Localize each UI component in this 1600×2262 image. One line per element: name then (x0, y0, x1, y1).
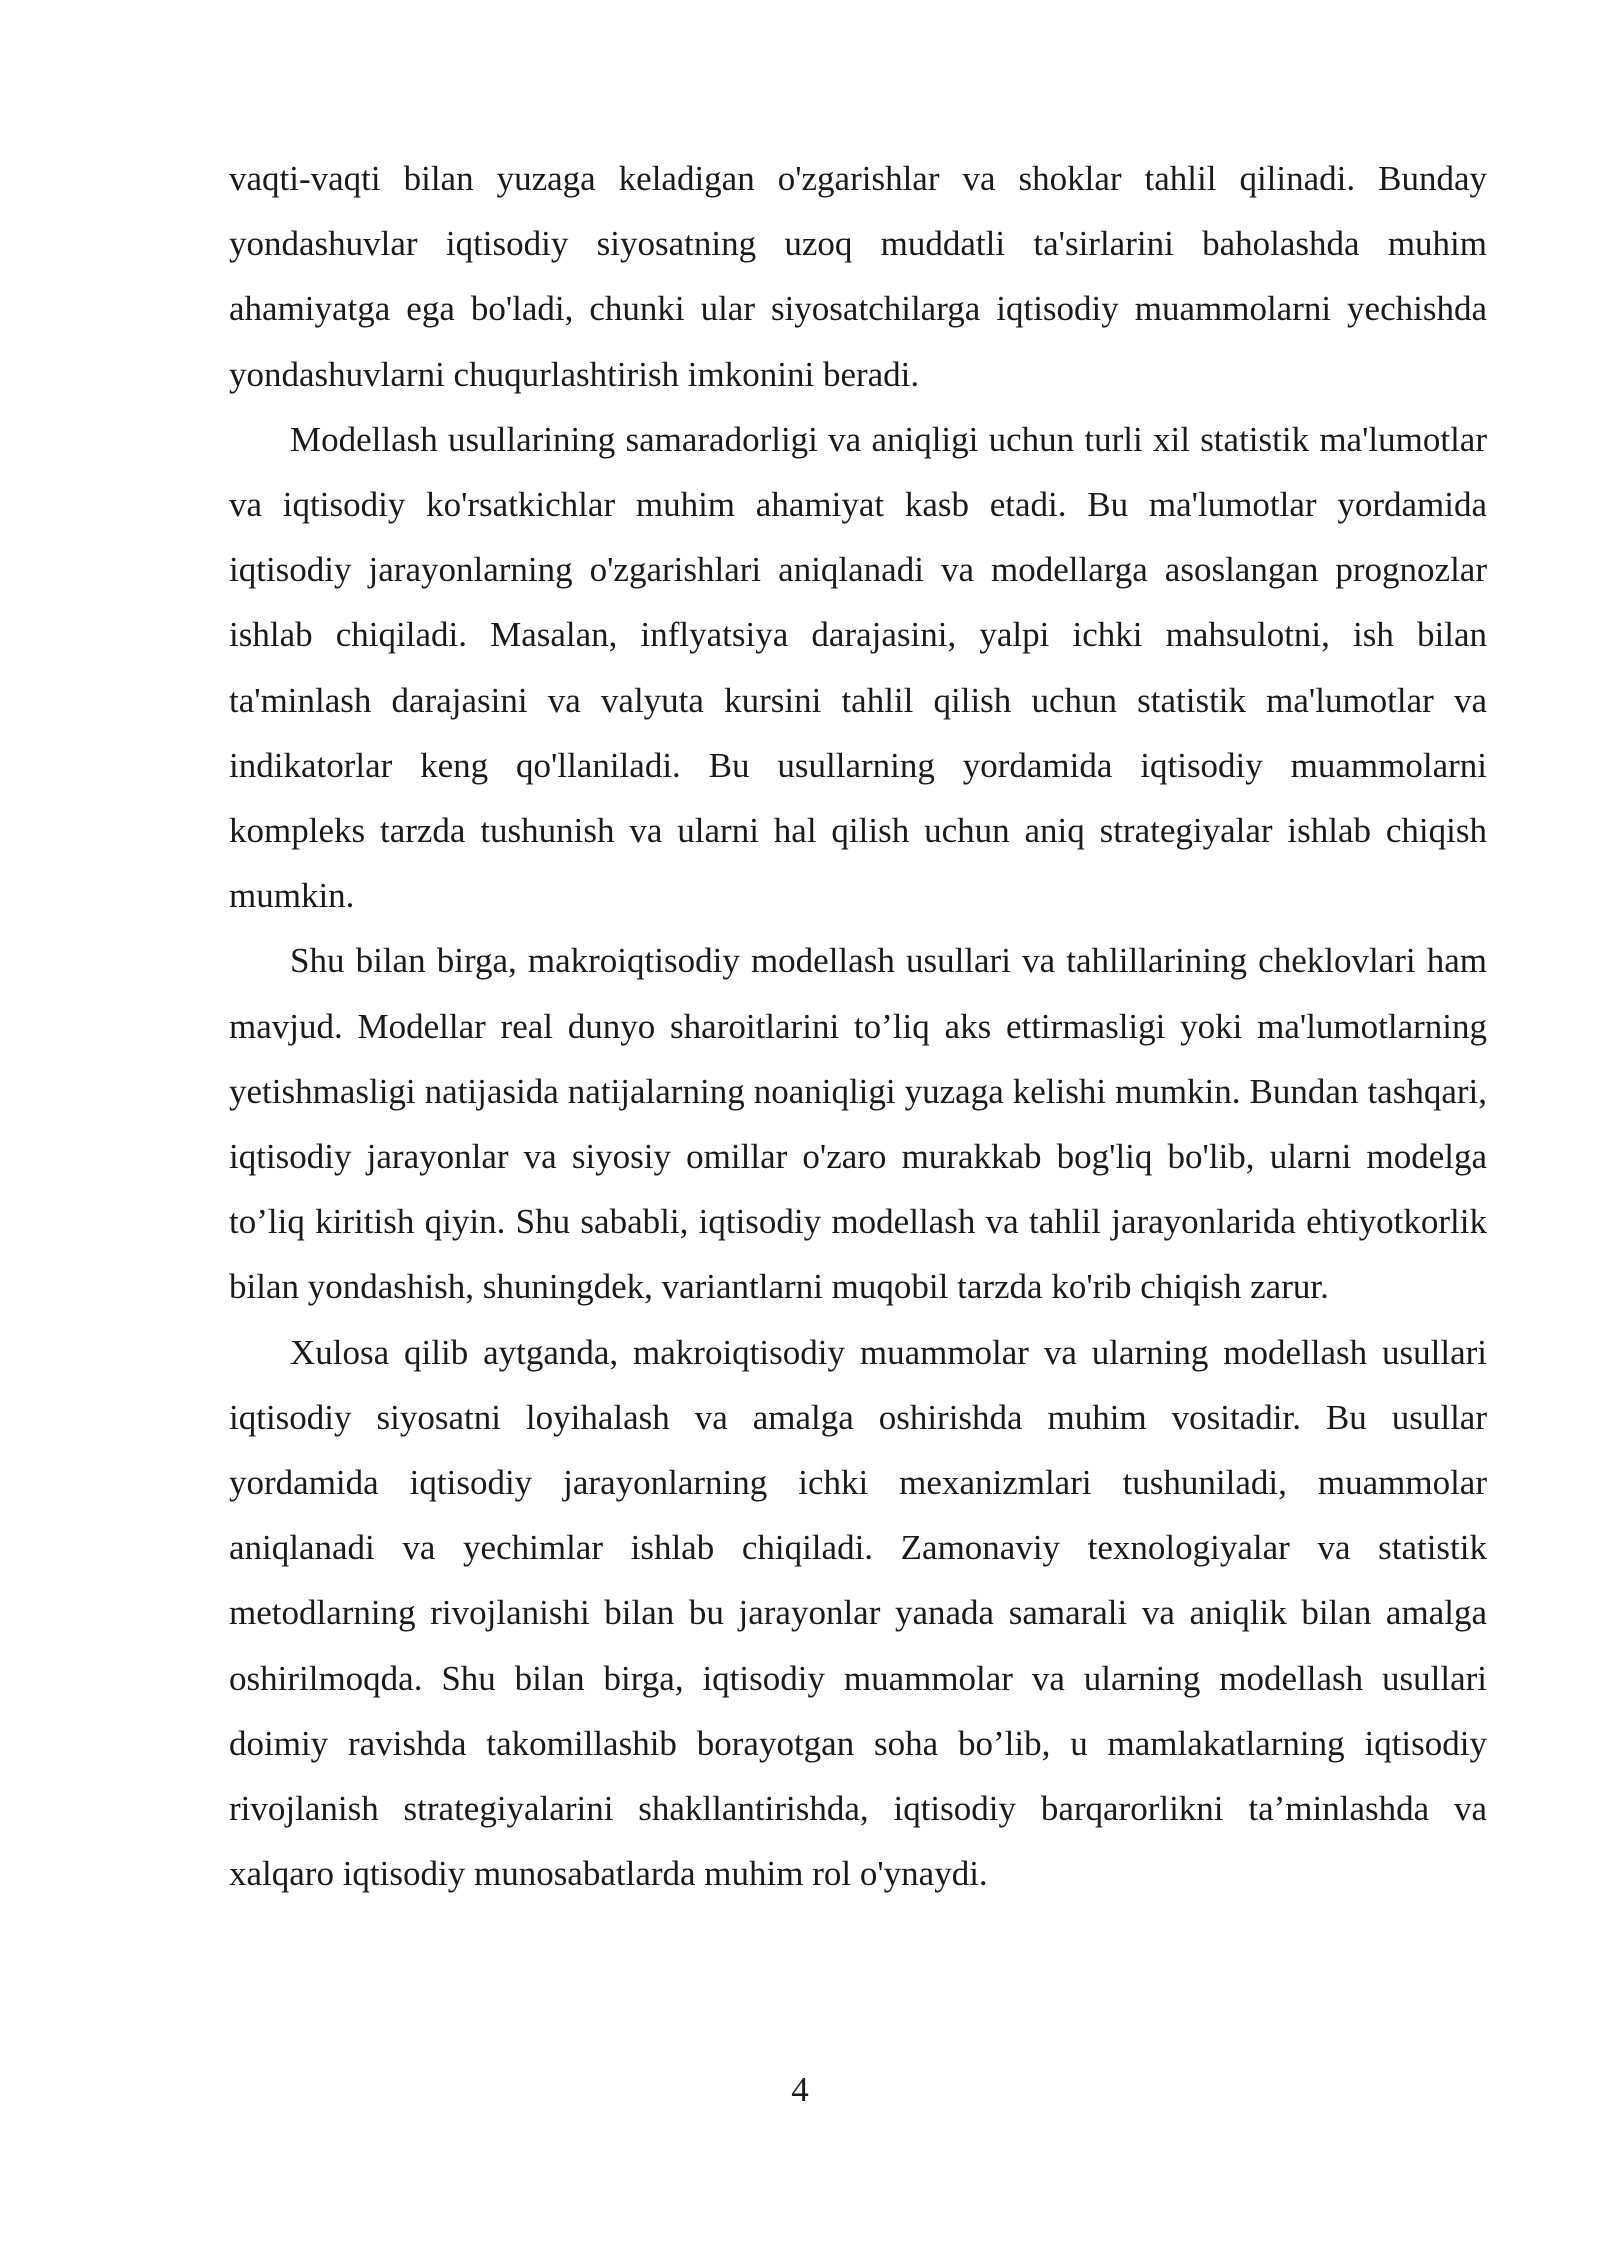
paragraph-conclusion: Xulosa qilib aytganda, makroiqtisodiy muammolar va ularning modellash usullari iqtisodiy siyosatni loyihalash va amalga oshirishda muhim vositadir. Bu usullar yordamida iqtisodiy jarayonlarning ichki mexanizmlari tushuniladi, muammolar aniqlanadi va yechimlar ishlab chiqiladi. Zamonaviy texnologiyalar va statistik metodlarning rivojlanishi bilan bu jarayonlar yanada samarali va aniqlik bilan amalga oshirilmoqda. Shu bilan birga, iqtisodiy muammolar va ularning modellash usullari doimiy ravishda takomillashib borayotgan soha bo’lib, u mamlakatlarning iqtisodiy rivojlanish strategiyalarini shakllantirishda, iqtisodiy barqarorlikni ta’minlashda va xalqaro iqtisodiy munosabatlarda muhim rol o'ynaydi. (229, 1332, 1487, 1894)
page-number: 4 (791, 2070, 809, 2109)
paragraph-limitations: Shu bilan birga, makroiqtisodiy modellash usullari va tahlillarining cheklovlari ham mavjud. Modellar real dunyo sharoitlarini to’liq aks ettirmasligi yoki ma'lumotlarning yetishmasligi natijasida natijalarning noaniqligi yuzaga kelishi mumkin. Bundan tashqari, iqtisodiy jarayonlar va siyosiy omillar o'zaro murakkab bog'liq bo'lib, ularni modelga to’liq kiritish qiyin. Shu sababli, iqtisodiy modellash va tahlil jarayonlarida ehtiyotkorlik bilan yondashish, shuningdek, variantlarni muqobil tarzda ko'rib chiqish zarur. (229, 941, 1487, 1307)
paragraph-continued: vaqti-vaqti bilan yuzaga keladigan o'zgarishlar va shoklar tahlil qilinadi. Bunday yondashuvlar iqtisodiy siyosatning uzoq muddatli ta'sirlarini baholashda muhim ahamiyatga ega bo'ladi, chunki ular siyosatchilarga iqtisodiy muammolarni yechishda yondashuvlarni chuqurlashtirish imkonini beradi. (229, 159, 1487, 394)
body-text (229, 146, 1487, 1906)
paragraph-modelling-data: Modellash usullarining samaradorligi va aniqligi uchun turli xil statistik ma'lumotlar va iqtisodiy ko'rsatkichlar muhim ahamiyat kasb etadi. Bu ma'lumotlar yordamida iqtisodiy jarayonlarning o'zgarishlari aniqlanadi va modellarga asoslangan prognozlar ishlab chiqiladi. Masalan, inflyatsiya darajasini, yalpi ichki mahsulotni, ish bilan ta'minlash darajasini va valyuta kursini tahlil qilish uchun statistik ma'lumotlar va indikatorlar keng qo'llaniladi. Bu usullarning yordamida iqtisodiy muammolarni kompleks tarzda tushunish va ularni hal qilish uchun aniq strategiyalar ishlab chiqish mumkin. (229, 419, 1487, 916)
